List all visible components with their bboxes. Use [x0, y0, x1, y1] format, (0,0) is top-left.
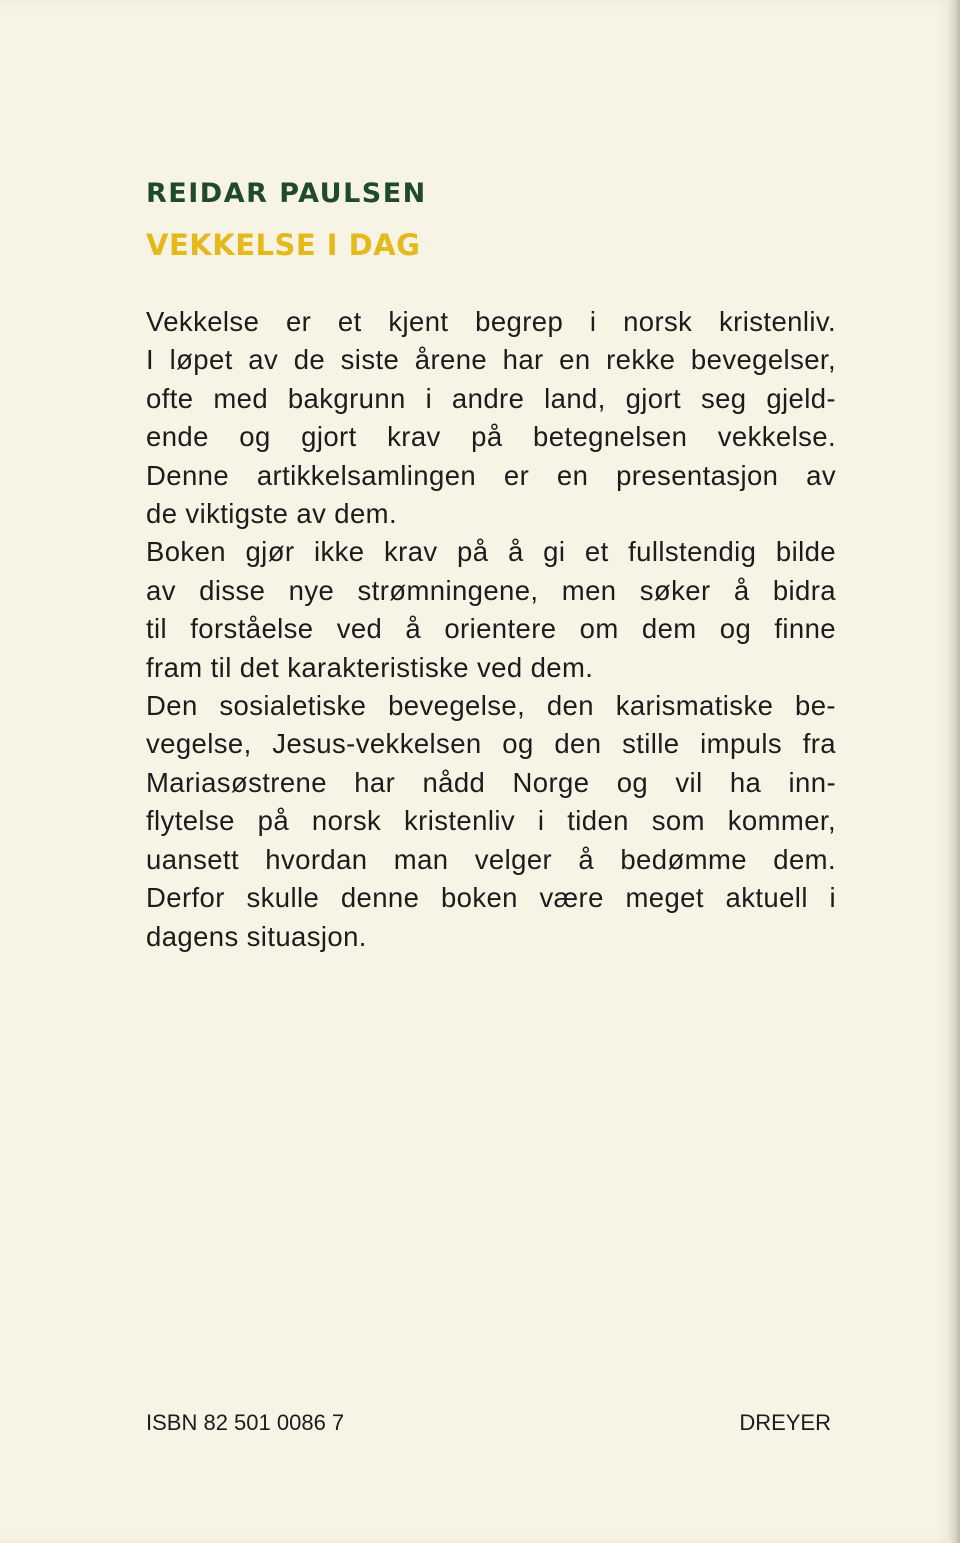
blurb-line: ende og gjort krav på betegnelsen vekkelse.	[146, 421, 836, 453]
blurb-line: ofte med bakgrunn i andre land, gjort seg gjeld-	[146, 382, 836, 414]
blurb-line: fram til det karakteristiske ved dem.	[146, 651, 594, 683]
blurb-line: Derfor skulle denne boken være meget aktuell i	[146, 882, 836, 914]
book-title: VEKKELSE I DAG	[146, 228, 421, 262]
blurb-line: vegelse, Jesus-vekkelsen og den stille impuls fra	[146, 728, 836, 760]
blurb-line: I løpet av de siste årene har en rekke bevegelser,	[146, 344, 836, 376]
author-name: REIDAR PAULSEN	[146, 178, 427, 209]
blurb-line: Denne artikkelsamlingen er en presentasjon av	[146, 459, 836, 491]
blurb-line: til forståelse ved å orientere om dem og finne	[146, 613, 836, 645]
blurb-line: av disse nye strømningene, men søker å bidra	[146, 574, 836, 606]
blurb-line: dagens situasjon.	[146, 920, 367, 952]
page-edge	[948, 0, 960, 1543]
blurb-line: Boken gjør ikke krav på å gi et fullstendig bilde	[146, 536, 836, 568]
publisher-name: DREYER	[739, 1410, 831, 1435]
blurb-line: uansett hvordan man velger å bedømme dem.	[146, 843, 836, 875]
blurb-line: Mariasøstrene har nådd Norge og vil ha inn-	[146, 766, 836, 798]
blurb-line: Vekkelse er et kjent begrep i norsk kristenliv.	[146, 306, 836, 337]
blurb-line: Den sosialetiske bevegelse, den karismatiske be-	[146, 690, 836, 722]
blurb-text	[146, 303, 836, 956]
blurb-line: flytelse på norsk kristenliv i tiden som kommer,	[146, 805, 836, 837]
isbn-number: ISBN 82 501 0086 7	[146, 1410, 345, 1435]
blurb-line: de viktigste av dem.	[146, 498, 398, 530]
